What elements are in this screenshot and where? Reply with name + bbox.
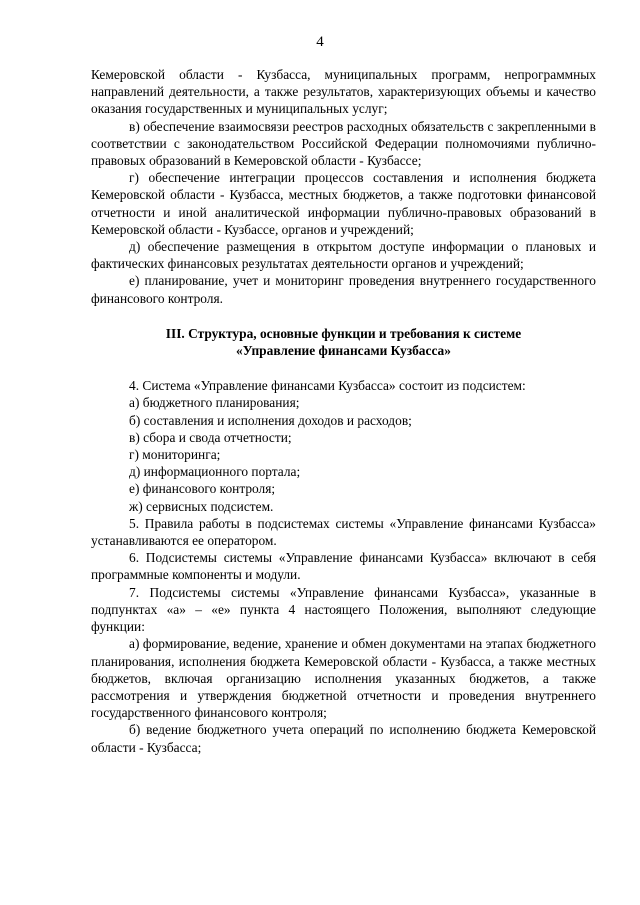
spacer — [91, 359, 596, 377]
list-item-subsystem-v: в) сбора и свода отчетности; — [129, 429, 292, 445]
paragraph-item-e: е) планирование, учет и мониторинг проведения внутреннего государственного финансового контроля. — [91, 273, 596, 306]
document-body — [91, 66, 596, 756]
list-item-subsystem-e: е) финансового контроля; — [129, 481, 276, 497]
list-item-subsystem-a: а) бюджетного планирования; — [129, 395, 300, 411]
paragraph-item-v: в) обеспечение взаимосвязи реестров расходных обязательств с закрепленными в соответствии с законодательством Российской Федерации полномочиями публично-правовых образований в Кемеровской области - Кузбассе; — [91, 118, 596, 169]
page-number: 4 — [316, 34, 324, 50]
paragraph-clause-6: 6. Подсистемы системы «Управление финансами Кузбасса» включают в себя программные компоненты и модули. — [91, 550, 596, 583]
spacer — [91, 307, 596, 325]
paragraph-clause-7: 7. Подсистемы системы «Управление финансами Кузбасса», указанные в подпунктах «а» – «е» пункта 4 настоящего Положения, выполняют следующие функции: — [91, 584, 596, 635]
paragraph-clause-5: 5. Правила работы в подсистемах системы «Управление финансами Кузбасса» устанавливаются ее оператором. — [91, 515, 596, 549]
section-heading-line-1: III. Структура, основные функции и требования к системе — [165, 325, 522, 341]
list-item-subsystem-b: б) составления и исполнения доходов и расходов; — [129, 412, 412, 428]
paragraph-item-g: г) обеспечение интеграции процессов составления и исполнения бюджета Кемеровской области - Кузбасса, местных бюджетов, а также подготовки финансовой отчетности и иной аналитической информации публично-правовых образований в Кемеровской области - Кузбассе, органов и учреждений; — [91, 170, 596, 237]
list-item-subsystem-d: д) информационного портала; — [129, 464, 301, 480]
list-item-subsystem-g: г) мониторинга; — [129, 447, 221, 463]
section-heading — [91, 325, 596, 359]
paragraph-item-d: д) обеспечение размещения в открытом доступе информации о плановых и фактических финансовых результатах деятельности органов и учреждений; — [91, 239, 596, 272]
list-item-subsystem-zh: ж) сервисных подсистем. — [129, 498, 274, 514]
paragraph-clause-4: 4. Система «Управление финансами Кузбасса» состоит из подсистем: — [129, 378, 526, 394]
list-item-function-b: б) ведение бюджетного учета операций по исполнению бюджета Кемеровской области - Кузбасса; — [91, 722, 596, 755]
list-item-function-a: а) формирование, ведение, хранение и обмен документами на этапах бюджетного планирования, исполнения бюджета Кемеровской области - Кузбасса, а также местных бюджетов, включая организацию исполнения указанных бюджетов, а также рассмотрения и утверждения бюджетной отчетности и проведения внутреннего государственного финансового контроля; — [91, 636, 596, 721]
section-heading-line-2: «Управление финансами Кузбасса» — [236, 343, 451, 359]
paragraph-continuation: Кемеровской области - Кузбасса, муниципальных программ, непрограммных направлений деятельности, а также результатов, характеризующих объемы и качество оказания государственных и муниципальных услуг; — [91, 67, 596, 117]
